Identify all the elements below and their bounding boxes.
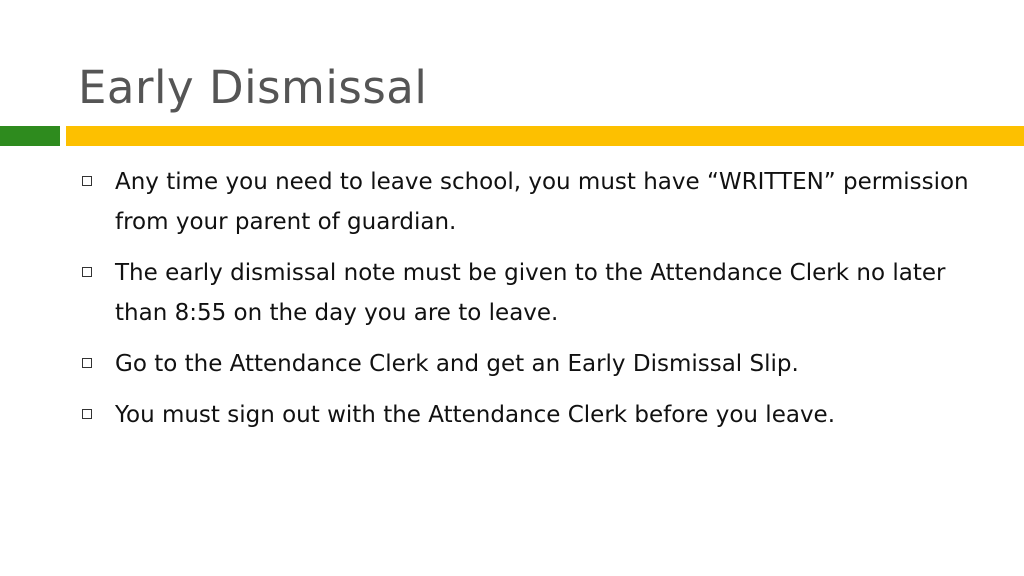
bullet-item <box>82 344 982 384</box>
bullet-item <box>82 253 982 333</box>
bullet-text: Any time you need to leave school, you must have “WRITTEN” permission from your parent of guardian. <box>115 169 969 235</box>
bullet-item <box>82 162 982 242</box>
accent-bar-gold <box>66 126 1024 146</box>
bullet-text: Go to the Attendance Clerk and get an Early Dismissal Slip. <box>115 351 799 377</box>
bullet-list <box>82 162 982 446</box>
bullet-text: You must sign out with the Attendance Clerk before you leave. <box>115 402 836 428</box>
square-bullet-icon <box>82 176 92 186</box>
slide-title: Early Dismissal <box>78 61 428 114</box>
accent-bar-green <box>0 126 60 146</box>
bullet-item <box>82 395 982 435</box>
square-bullet-icon <box>82 409 92 419</box>
bullet-text: The early dismissal note must be given to the Attendance Clerk no later than 8:55 on the day you are to leave. <box>115 260 946 326</box>
square-bullet-icon <box>82 358 92 368</box>
square-bullet-icon <box>82 267 92 277</box>
